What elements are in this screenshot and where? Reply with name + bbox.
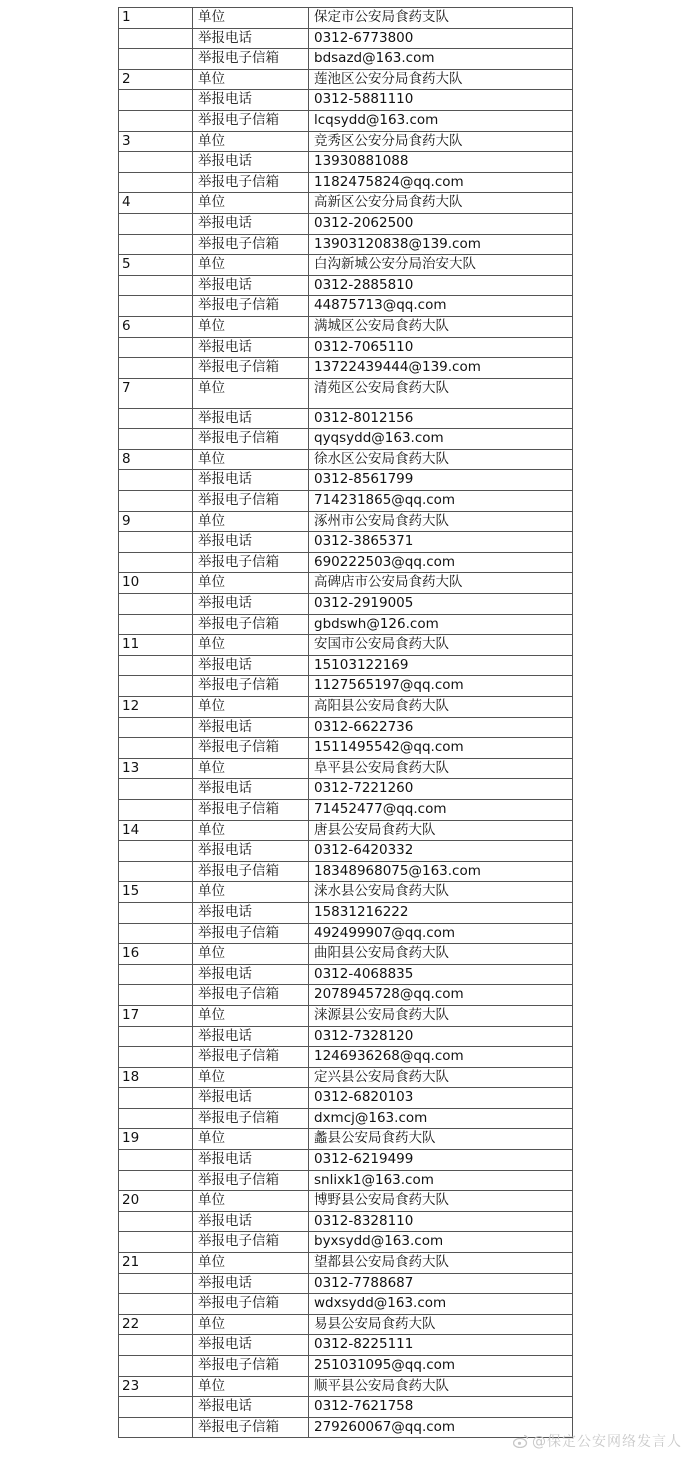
field-label-unit: 单位	[193, 378, 309, 408]
field-value-phone: 0312-6622736	[309, 717, 573, 738]
table-row-16-email	[119, 985, 573, 1006]
index-cell-empty	[119, 1047, 193, 1068]
field-label-phone: 举报电话	[193, 717, 309, 738]
field-label-unit: 单位	[193, 1376, 309, 1397]
field-value-phone: 0312-3865371	[309, 532, 573, 553]
table-row-17-phone	[119, 1026, 573, 1047]
table-body	[119, 8, 573, 1438]
field-label-email: 举报电子信箱	[193, 110, 309, 131]
table-row-7-email	[119, 429, 573, 450]
table-row-13-unit	[119, 758, 573, 779]
field-value-unit: 望都县公安局食药大队	[309, 1253, 573, 1274]
table-row-21-unit	[119, 1253, 573, 1274]
index-cell-empty	[119, 1417, 193, 1438]
field-value-email: 1182475824@qq.com	[309, 172, 573, 193]
index-cell-empty	[119, 552, 193, 573]
field-label-email: 举报电子信箱	[193, 1108, 309, 1129]
field-label-phone: 举报电话	[193, 470, 309, 491]
field-label-phone: 举报电话	[193, 213, 309, 234]
field-label-email: 举报电子信箱	[193, 861, 309, 882]
table-row-15-email	[119, 923, 573, 944]
field-value-phone: 0312-7788687	[309, 1273, 573, 1294]
field-value-phone: 0312-2062500	[309, 213, 573, 234]
table-row-23-unit	[119, 1376, 573, 1397]
field-value-email: 690222503@qq.com	[309, 552, 573, 573]
index-cell-empty	[119, 902, 193, 923]
index-cell-empty	[119, 779, 193, 800]
field-value-phone: 0312-8328110	[309, 1211, 573, 1232]
table-row-4-email	[119, 234, 573, 255]
index-cell-empty	[119, 1026, 193, 1047]
table-row-16-phone	[119, 964, 573, 985]
field-label-phone: 举报电话	[193, 1088, 309, 1109]
entry-index: 22	[119, 1314, 193, 1335]
index-cell-empty	[119, 532, 193, 553]
field-label-email: 举报电子信箱	[193, 1294, 309, 1315]
field-label-unit: 单位	[193, 944, 309, 965]
field-value-email: 13903120838@139.com	[309, 234, 573, 255]
field-value-phone: 0312-4068835	[309, 964, 573, 985]
entry-index: 12	[119, 697, 193, 718]
field-value-email: 1127565197@qq.com	[309, 676, 573, 697]
table-row-21-email	[119, 1294, 573, 1315]
index-cell-empty	[119, 337, 193, 358]
field-value-phone: 0312-6420332	[309, 841, 573, 862]
index-cell-empty	[119, 110, 193, 131]
field-label-email: 举报电子信箱	[193, 172, 309, 193]
index-cell-empty	[119, 614, 193, 635]
field-value-phone: 15103122169	[309, 655, 573, 676]
table-row-6-unit	[119, 316, 573, 337]
index-cell-empty	[119, 90, 193, 111]
field-value-phone: 13930881088	[309, 152, 573, 173]
field-label-unit: 单位	[193, 131, 309, 152]
table-row-3-unit	[119, 131, 573, 152]
index-cell-empty	[119, 676, 193, 697]
field-value-email: dxmcj@163.com	[309, 1108, 573, 1129]
entry-index: 13	[119, 758, 193, 779]
table-row-4-phone	[119, 213, 573, 234]
entry-index: 18	[119, 1067, 193, 1088]
field-label-phone: 举报电话	[193, 1026, 309, 1047]
field-label-unit: 单位	[193, 449, 309, 470]
table-row-16-unit	[119, 944, 573, 965]
table-row-13-phone	[119, 779, 573, 800]
field-label-email: 举报电子信箱	[193, 1047, 309, 1068]
field-value-email: qyqsydd@163.com	[309, 429, 573, 450]
field-label-phone: 举报电话	[193, 152, 309, 173]
index-cell-empty	[119, 861, 193, 882]
field-value-email: 13722439444@139.com	[309, 358, 573, 379]
field-label-unit: 单位	[193, 1253, 309, 1274]
watermark-text: @保定公安网络发言人	[532, 1434, 682, 1450]
index-cell-empty	[119, 594, 193, 615]
table-row-14-phone	[119, 841, 573, 862]
field-label-phone: 举报电话	[193, 1150, 309, 1171]
field-label-unit: 单位	[193, 882, 309, 903]
index-cell-empty	[119, 1356, 193, 1377]
table-row-20-email	[119, 1232, 573, 1253]
field-value-unit: 定兴县公安局食药大队	[309, 1067, 573, 1088]
entry-index: 15	[119, 882, 193, 903]
table-row-6-email	[119, 358, 573, 379]
entry-index: 19	[119, 1129, 193, 1150]
field-value-email: 1246936268@qq.com	[309, 1047, 573, 1068]
field-label-unit: 单位	[193, 316, 309, 337]
table-row-4-unit	[119, 193, 573, 214]
table-row-9-unit	[119, 511, 573, 532]
field-value-email: 71452477@qq.com	[309, 799, 573, 820]
field-label-unit: 单位	[193, 820, 309, 841]
field-label-email: 举报电子信箱	[193, 923, 309, 944]
entry-index: 6	[119, 316, 193, 337]
index-cell-empty	[119, 1397, 193, 1418]
index-cell-empty	[119, 923, 193, 944]
table-row-1-email	[119, 49, 573, 70]
field-value-phone: 0312-8561799	[309, 470, 573, 491]
field-value-email: snlixk1@163.com	[309, 1170, 573, 1191]
field-value-unit: 高碑店市公安局食药大队	[309, 573, 573, 594]
field-label-phone: 举报电话	[193, 1335, 309, 1356]
index-cell-empty	[119, 172, 193, 193]
field-label-phone: 举报电话	[193, 1273, 309, 1294]
field-value-email: 492499907@qq.com	[309, 923, 573, 944]
entry-index: 8	[119, 449, 193, 470]
field-value-phone: 0312-8012156	[309, 408, 573, 429]
table-row-2-unit	[119, 69, 573, 90]
field-label-email: 举报电子信箱	[193, 234, 309, 255]
table-row-17-email	[119, 1047, 573, 1068]
index-cell-empty	[119, 49, 193, 70]
field-label-email: 举报电子信箱	[193, 1170, 309, 1191]
index-cell-empty	[119, 28, 193, 49]
field-label-phone: 举报电话	[193, 902, 309, 923]
index-cell-empty	[119, 1150, 193, 1171]
table-row-12-unit	[119, 697, 573, 718]
table-row-18-unit	[119, 1067, 573, 1088]
table-row-13-email	[119, 799, 573, 820]
field-value-phone: 0312-7328120	[309, 1026, 573, 1047]
index-cell-empty	[119, 234, 193, 255]
field-label-phone: 举报电话	[193, 275, 309, 296]
table-row-18-phone	[119, 1088, 573, 1109]
field-label-email: 举报电子信箱	[193, 1356, 309, 1377]
entry-index: 4	[119, 193, 193, 214]
field-value-phone: 0312-2919005	[309, 594, 573, 615]
index-cell-empty	[119, 1088, 193, 1109]
entry-index: 2	[119, 69, 193, 90]
field-label-email: 举报电子信箱	[193, 799, 309, 820]
field-label-email: 举报电子信箱	[193, 358, 309, 379]
field-value-phone: 0312-7621758	[309, 1397, 573, 1418]
index-cell-empty	[119, 1294, 193, 1315]
field-label-unit: 单位	[193, 1005, 309, 1026]
weibo-icon	[513, 1434, 529, 1448]
field-value-email: byxsydd@163.com	[309, 1232, 573, 1253]
field-value-unit: 高新区公安分局食药大队	[309, 193, 573, 214]
table-row-8-phone	[119, 470, 573, 491]
field-label-phone: 举报电话	[193, 779, 309, 800]
table-row-18-email	[119, 1108, 573, 1129]
table-row-3-phone	[119, 152, 573, 173]
table-row-17-unit	[119, 1005, 573, 1026]
field-value-phone: 0312-8225111	[309, 1335, 573, 1356]
table-row-5-phone	[119, 275, 573, 296]
index-cell-empty	[119, 1335, 193, 1356]
field-value-email: wdxsydd@163.com	[309, 1294, 573, 1315]
field-label-unit: 单位	[193, 255, 309, 276]
entry-index: 23	[119, 1376, 193, 1397]
field-value-email: 18348968075@163.com	[309, 861, 573, 882]
field-value-unit: 涿州市公安局食药大队	[309, 511, 573, 532]
entry-index: 17	[119, 1005, 193, 1026]
field-label-unit: 单位	[193, 193, 309, 214]
table-row-9-phone	[119, 532, 573, 553]
table-row-2-email	[119, 110, 573, 131]
table-row-20-phone	[119, 1211, 573, 1232]
field-label-unit: 单位	[193, 1191, 309, 1212]
field-label-phone: 举报电话	[193, 594, 309, 615]
field-label-phone: 举报电话	[193, 1397, 309, 1418]
field-value-unit: 徐水区公安局食药大队	[309, 449, 573, 470]
table-row-8-email	[119, 491, 573, 512]
field-label-email: 举报电子信箱	[193, 49, 309, 70]
index-cell-empty	[119, 985, 193, 1006]
field-value-phone: 0312-2885810	[309, 275, 573, 296]
entry-index: 10	[119, 573, 193, 594]
field-value-unit: 涞水县公安局食药大队	[309, 882, 573, 903]
table-row-1-phone	[119, 28, 573, 49]
field-label-email: 举报电子信箱	[193, 491, 309, 512]
index-cell-empty	[119, 1108, 193, 1129]
field-label-phone: 举报电话	[193, 532, 309, 553]
field-value-phone: 0312-6219499	[309, 1150, 573, 1171]
index-cell-empty	[119, 275, 193, 296]
index-cell-empty	[119, 1232, 193, 1253]
table-row-8-unit	[119, 449, 573, 470]
table-row-7-unit	[119, 378, 573, 408]
index-cell-empty	[119, 655, 193, 676]
index-cell-empty	[119, 738, 193, 759]
field-value-email: 714231865@qq.com	[309, 491, 573, 512]
field-value-email: 44875713@qq.com	[309, 296, 573, 317]
field-value-email: gbdswh@126.com	[309, 614, 573, 635]
table-row-7-phone	[119, 408, 573, 429]
field-value-unit: 蠡县公安局食药大队	[309, 1129, 573, 1150]
index-cell-empty	[119, 799, 193, 820]
field-label-phone: 举报电话	[193, 655, 309, 676]
index-cell-empty	[119, 491, 193, 512]
entry-index: 9	[119, 511, 193, 532]
field-value-unit: 保定市公安局食药支队	[309, 8, 573, 29]
field-label-unit: 单位	[193, 697, 309, 718]
index-cell-empty	[119, 213, 193, 234]
entry-index: 7	[119, 378, 193, 408]
entry-index: 20	[119, 1191, 193, 1212]
field-value-unit: 莲池区公安分局食药大队	[309, 69, 573, 90]
field-value-email: lcqsydd@163.com	[309, 110, 573, 131]
table-row-2-phone	[119, 90, 573, 111]
table-row-14-unit	[119, 820, 573, 841]
table-row-6-phone	[119, 337, 573, 358]
index-cell-empty	[119, 358, 193, 379]
table-row-19-phone	[119, 1150, 573, 1171]
table-row-11-phone	[119, 655, 573, 676]
field-label-phone: 举报电话	[193, 337, 309, 358]
field-value-unit: 安国市公安局食药大队	[309, 635, 573, 656]
table-row-10-unit	[119, 573, 573, 594]
table-row-22-phone	[119, 1335, 573, 1356]
contact-table	[118, 7, 573, 1438]
field-value-unit: 易县公安局食药大队	[309, 1314, 573, 1335]
field-label-email: 举报电子信箱	[193, 429, 309, 450]
table-row-22-unit	[119, 1314, 573, 1335]
table-row-10-phone	[119, 594, 573, 615]
index-cell-empty	[119, 429, 193, 450]
field-label-unit: 单位	[193, 69, 309, 90]
field-label-unit: 单位	[193, 758, 309, 779]
field-value-phone: 0312-6820103	[309, 1088, 573, 1109]
table-row-20-unit	[119, 1191, 573, 1212]
field-value-phone: 15831216222	[309, 902, 573, 923]
table-row-23-phone	[119, 1397, 573, 1418]
table-row-15-phone	[119, 902, 573, 923]
index-cell-empty	[119, 964, 193, 985]
table-row-12-email	[119, 738, 573, 759]
field-label-email: 举报电子信箱	[193, 296, 309, 317]
field-value-unit: 涞源县公安局食药大队	[309, 1005, 573, 1026]
table-row-21-phone	[119, 1273, 573, 1294]
field-label-email: 举报电子信箱	[193, 1417, 309, 1438]
table-row-15-unit	[119, 882, 573, 903]
index-cell-empty	[119, 717, 193, 738]
watermark	[513, 1431, 682, 1451]
field-label-email: 举报电子信箱	[193, 738, 309, 759]
field-value-email: 2078945728@qq.com	[309, 985, 573, 1006]
entry-index: 16	[119, 944, 193, 965]
entry-index: 21	[119, 1253, 193, 1274]
field-label-unit: 单位	[193, 8, 309, 29]
field-value-phone: 0312-5881110	[309, 90, 573, 111]
field-value-email: 279260067@qq.com	[309, 1417, 573, 1438]
field-value-unit: 顺平县公安局食药大队	[309, 1376, 573, 1397]
field-value-email: 251031095@qq.com	[309, 1356, 573, 1377]
field-value-unit: 清苑区公安局食药大队	[309, 378, 573, 408]
field-label-email: 举报电子信箱	[193, 614, 309, 635]
table-row-14-email	[119, 861, 573, 882]
field-label-unit: 单位	[193, 573, 309, 594]
field-label-unit: 单位	[193, 635, 309, 656]
table-row-9-email	[119, 552, 573, 573]
index-cell-empty	[119, 841, 193, 862]
table-row-23-email	[119, 1417, 573, 1438]
field-label-unit: 单位	[193, 1314, 309, 1335]
field-value-unit: 博野县公安局食药大队	[309, 1191, 573, 1212]
field-label-phone: 举报电话	[193, 1211, 309, 1232]
index-cell-empty	[119, 296, 193, 317]
field-label-email: 举报电子信箱	[193, 1232, 309, 1253]
table-row-22-email	[119, 1356, 573, 1377]
index-cell-empty	[119, 470, 193, 491]
index-cell-empty	[119, 1211, 193, 1232]
field-value-phone: 0312-7065110	[309, 337, 573, 358]
field-value-phone: 0312-6773800	[309, 28, 573, 49]
field-value-unit: 白沟新城公安分局治安大队	[309, 255, 573, 276]
field-label-email: 举报电子信箱	[193, 985, 309, 1006]
field-value-unit: 阜平县公安局食药大队	[309, 758, 573, 779]
field-value-unit: 竞秀区公安分局食药大队	[309, 131, 573, 152]
table-row-5-unit	[119, 255, 573, 276]
table-row-3-email	[119, 172, 573, 193]
field-value-email: bdsazd@163.com	[309, 49, 573, 70]
entry-index: 3	[119, 131, 193, 152]
field-label-email: 举报电子信箱	[193, 552, 309, 573]
index-cell-empty	[119, 408, 193, 429]
field-label-unit: 单位	[193, 1067, 309, 1088]
field-label-phone: 举报电话	[193, 964, 309, 985]
index-cell-empty	[119, 152, 193, 173]
index-cell-empty	[119, 1273, 193, 1294]
field-label-email: 举报电子信箱	[193, 676, 309, 697]
table-row-11-email	[119, 676, 573, 697]
field-value-email: 1511495542@qq.com	[309, 738, 573, 759]
field-value-unit: 高阳县公安局食药大队	[309, 697, 573, 718]
field-label-phone: 举报电话	[193, 90, 309, 111]
table-row-12-phone	[119, 717, 573, 738]
index-cell-empty	[119, 1170, 193, 1191]
field-value-unit: 唐县公安局食药大队	[309, 820, 573, 841]
field-value-unit: 曲阳县公安局食药大队	[309, 944, 573, 965]
table-row-1-unit	[119, 8, 573, 29]
table-row-11-unit	[119, 635, 573, 656]
table-row-5-email	[119, 296, 573, 317]
field-label-unit: 单位	[193, 1129, 309, 1150]
field-label-unit: 单位	[193, 511, 309, 532]
field-label-phone: 举报电话	[193, 841, 309, 862]
entry-index: 11	[119, 635, 193, 656]
table-row-19-email	[119, 1170, 573, 1191]
field-label-phone: 举报电话	[193, 408, 309, 429]
field-value-phone: 0312-7221260	[309, 779, 573, 800]
entry-index: 14	[119, 820, 193, 841]
table-row-10-email	[119, 614, 573, 635]
field-value-unit: 满城区公安局食药大队	[309, 316, 573, 337]
entry-index: 1	[119, 8, 193, 29]
table-row-19-unit	[119, 1129, 573, 1150]
field-label-phone: 举报电话	[193, 28, 309, 49]
entry-index: 5	[119, 255, 193, 276]
